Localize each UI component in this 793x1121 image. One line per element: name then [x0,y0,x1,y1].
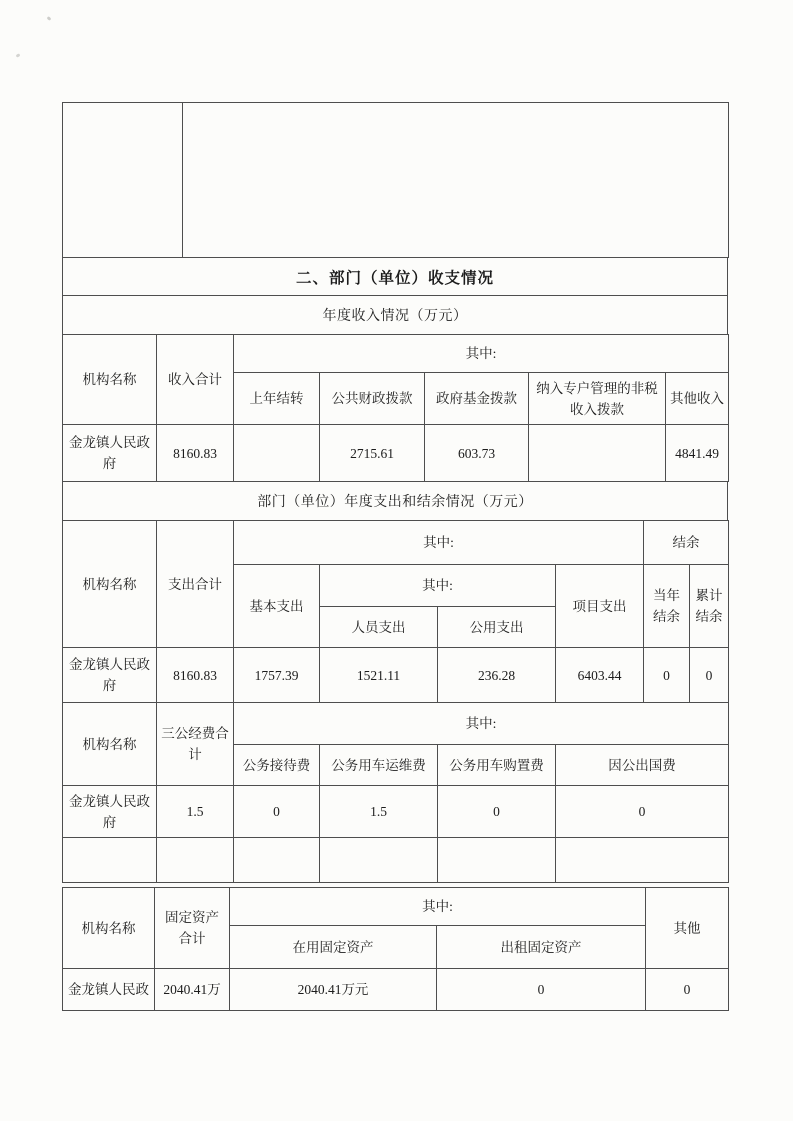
fixed-assets-other-value: 0 [646,969,729,1011]
fixed-assets-header-in-use: 在用固定资产 [230,926,437,969]
table-row [63,521,729,565]
fiscal-tables-block [62,103,728,1011]
three-public-vehicle-maintenance-value: 1.5 [320,786,438,838]
three-public-header-reception: 公务接待费 [234,745,320,786]
income-header-org: 机构名称 [63,335,157,425]
scan-speck [16,53,21,58]
fixed-assets-header-org: 机构名称 [63,888,155,969]
three-public-org-value: 金龙镇人民政府 [63,786,157,838]
fixed-assets-table [62,887,729,1011]
expenditure-header-among: 其中: [234,521,644,565]
expenditure-personnel-value: 1521.11 [320,648,438,703]
income-table-caption: 年度收入情况（万元） [62,295,728,335]
empty-cell [183,103,729,258]
income-header-among: 其中: [234,335,729,373]
fixed-assets-header-total: 固定资产合计 [155,888,230,969]
income-header-other: 其他收入 [666,373,729,425]
three-public-reception-value: 0 [234,786,320,838]
three-public-header-abroad: 因公出国费 [556,745,729,786]
fixed-assets-rented-value: 0 [437,969,646,1011]
expenditure-header-current-balance: 当年结余 [644,565,690,648]
three-public-header-vehicle-maintenance: 公务用车运维费 [320,745,438,786]
table-row [63,648,729,703]
income-gov-fund-value: 603.73 [425,425,529,482]
table-row [63,969,729,1011]
expenditure-header-cumulative-balance: 累计结余 [690,565,729,648]
scan-speck [47,16,52,21]
empty-cell [63,838,157,883]
expenditure-header-total: 支出合计 [157,521,234,648]
expenditure-current-balance-value: 0 [644,648,690,703]
income-org-value: 金龙镇人民政府 [63,425,157,482]
fixed-assets-total-value: 2040.41万 [155,969,230,1011]
table-row [63,103,729,258]
three-public-header-org: 机构名称 [63,703,157,786]
table-row [63,335,729,373]
table-row [63,786,729,838]
three-public-header-vehicle-purchase: 公务用车购置费 [438,745,556,786]
fixed-assets-org-value: 金龙镇人民政 [63,969,155,1011]
fixed-assets-in-use-value: 2040.41万元 [230,969,437,1011]
expenditure-header-project: 项目支出 [556,565,644,648]
expenditure-table [62,520,729,703]
empty-cell [157,838,234,883]
expenditure-org-value: 金龙镇人民政府 [63,648,157,703]
empty-cell [438,838,556,883]
income-header-gov-fund: 政府基金拨款 [425,373,529,425]
fixed-assets-header-rented: 出租固定资产 [437,926,646,969]
expenditure-cumulative-balance-value: 0 [690,648,729,703]
fixed-assets-header-other: 其他 [646,888,729,969]
top-empty-table [62,102,729,258]
three-public-vehicle-purchase-value: 0 [438,786,556,838]
table-row [63,838,729,883]
section-title: 二、部门（单位）收支情况 [62,257,728,296]
empty-cell [63,103,183,258]
table-row [63,888,729,926]
income-other-value: 4841.49 [666,425,729,482]
expenditure-table-caption: 部门（单位）年度支出和结余情况（万元） [62,481,728,521]
expenditure-project-value: 6403.44 [556,648,644,703]
income-header-nontax-special: 纳入专户管理的非税收入拨款 [529,373,666,425]
income-table [62,334,729,482]
expenditure-header-public: 公用支出 [438,607,556,648]
expenditure-header-personnel: 人员支出 [320,607,438,648]
fixed-assets-header-among: 其中: [230,888,646,926]
income-header-carryover: 上年结转 [234,373,320,425]
expenditure-header-org: 机构名称 [63,521,157,648]
expenditure-header-basic: 基本支出 [234,565,320,648]
expenditure-basic-value: 1757.39 [234,648,320,703]
table-row [63,703,729,745]
empty-cell [556,838,729,883]
income-header-total: 收入合计 [157,335,234,425]
three-public-total-value: 1.5 [157,786,234,838]
three-public-header-total: 三公经费合计 [157,703,234,786]
income-public-finance-value: 2715.61 [320,425,425,482]
income-carryover-value [234,425,320,482]
income-header-public-finance: 公共财政拨款 [320,373,425,425]
income-total-value: 8160.83 [157,425,234,482]
three-public-table [62,702,729,883]
three-public-header-among: 其中: [234,703,729,745]
expenditure-header-balance: 结余 [644,521,729,565]
expenditure-total-value: 8160.83 [157,648,234,703]
income-nontax-special-value [529,425,666,482]
table-row [63,425,729,482]
expenditure-public-value: 236.28 [438,648,556,703]
empty-cell [320,838,438,883]
three-public-abroad-value: 0 [556,786,729,838]
empty-cell [234,838,320,883]
expenditure-header-among2: 其中: [320,565,556,607]
